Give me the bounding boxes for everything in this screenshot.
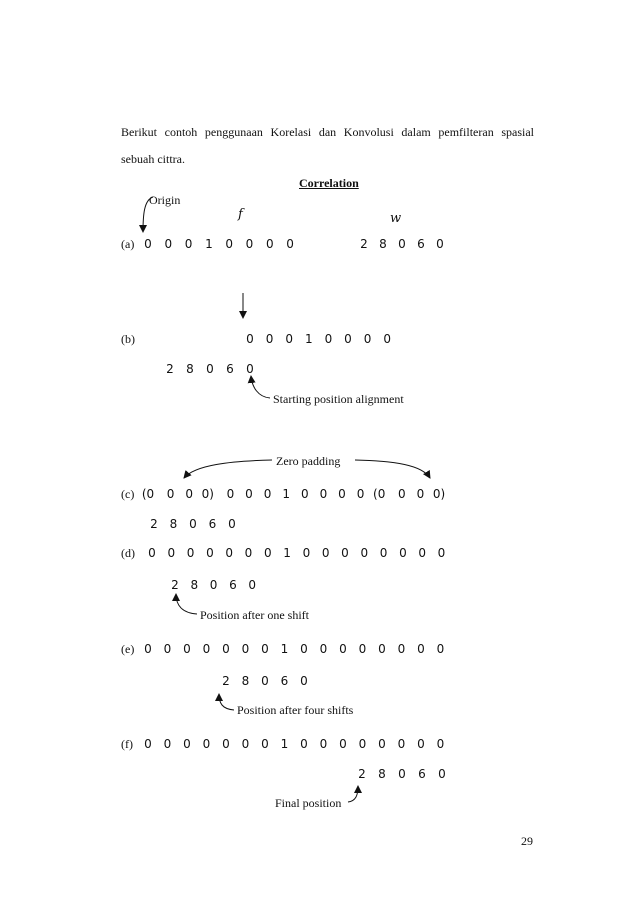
digit-cell: 0 — [363, 332, 372, 346]
after-one-shift-label: Position after one shift — [200, 608, 309, 622]
digit-cell: 0 — [245, 487, 253, 501]
intro-line-2: sebuah cittra. — [121, 152, 185, 166]
digit-cell: 0 — [166, 487, 175, 501]
four-shifts-arrow — [219, 694, 234, 710]
digit-cell: 0 — [383, 332, 391, 346]
digit-cell: 0 — [184, 237, 193, 251]
digit-cell: 0 — [163, 642, 172, 656]
digit-cell: 0 — [144, 642, 152, 656]
digit-cell: 0 — [358, 642, 367, 656]
digit-cell: 0 — [144, 737, 152, 751]
digit-cell: 0 — [261, 642, 269, 656]
digit-cell: 0 — [285, 332, 293, 346]
zero-padding-left-arrow — [184, 460, 272, 478]
digit-cell: 0 — [417, 737, 425, 751]
digit-cell: 0 — [397, 642, 406, 656]
digit-cell: 0 — [206, 362, 214, 376]
digit-cell: 0 — [436, 237, 444, 251]
digit-cell: 0 — [436, 737, 445, 751]
row-a-label: (a) — [121, 237, 135, 251]
digit-cell: 8 — [378, 767, 386, 781]
digit-cell: 0 — [379, 546, 388, 560]
digit-cell: 0 — [228, 517, 236, 531]
digit-cell: 1 — [280, 737, 289, 751]
digit-cell: 6 — [229, 578, 237, 592]
digit-cell: 0) — [432, 487, 446, 501]
digit-cell: 0 — [378, 642, 386, 656]
digit-cell: 0 — [399, 546, 407, 560]
digit-cell: 0 — [222, 642, 230, 656]
row-d-label: (d) — [121, 546, 135, 560]
digit-cell: 0 — [263, 487, 272, 501]
digit-cell: 0 — [397, 737, 406, 751]
digit-cell: 0 — [358, 737, 367, 751]
digit-cell: 0 — [324, 332, 333, 346]
digit-cell: 0 — [241, 737, 250, 751]
one-shift-arrow — [176, 594, 197, 614]
digit-cell: 0 — [245, 237, 254, 251]
digit-cell: 0 — [189, 517, 197, 531]
digit-cell: 0 — [163, 737, 172, 751]
digit-cell: 0 — [302, 546, 311, 560]
digit-cell: 1 — [280, 642, 289, 656]
section-title: Correlation — [299, 176, 359, 190]
page-number: 29 — [521, 834, 533, 848]
digit-cell: 0 — [339, 642, 347, 656]
digit-cell: 0 — [339, 737, 347, 751]
digit-cell: 0 — [319, 737, 328, 751]
digit-cell: 0 — [263, 546, 272, 560]
digit-cell: 2 — [150, 517, 158, 531]
zero-padding-right-arrow — [355, 460, 430, 478]
digit-cell: 0 — [246, 362, 254, 376]
digit-cell: 0 — [225, 546, 233, 560]
origin-arrow — [143, 197, 153, 232]
digit-cell: 0 — [183, 642, 191, 656]
digit-cell: 0 — [398, 237, 406, 251]
digit-cell: 1 — [283, 546, 291, 560]
digit-cell: 0 — [344, 332, 352, 346]
digit-cell: 0 — [261, 737, 269, 751]
digit-cell: 8 — [241, 674, 250, 688]
digit-cell: 0 — [319, 642, 328, 656]
digit-cell: 0 — [436, 642, 445, 656]
zero-padding-label: Zero padding — [276, 454, 341, 468]
digit-cell: 0 — [356, 487, 365, 501]
digit-cell: 0 — [167, 546, 176, 560]
digit-cell: 0 — [183, 737, 191, 751]
digit-cell: 0 — [261, 674, 269, 688]
digit-cell: 6 — [417, 237, 425, 251]
digit-cell: 8 — [379, 237, 387, 251]
digit-cell: 0 — [300, 737, 308, 751]
row-e-label: (e) — [121, 642, 135, 656]
digit-cell: (0 — [141, 487, 155, 501]
digit-cell: 0 — [416, 487, 425, 501]
digit-cell: 0 — [164, 237, 173, 251]
digit-cell: 2 — [171, 578, 179, 592]
digit-cell: 0 — [300, 674, 308, 688]
digit-cell: 0 — [300, 487, 309, 501]
digit-cell: 0 — [206, 546, 214, 560]
digit-cell: 0 — [397, 487, 406, 501]
f-symbol: f — [238, 207, 243, 222]
digit-cell: 1 — [282, 487, 290, 501]
digit-cell: 0 — [226, 487, 235, 501]
digit-cell: 0 — [222, 737, 230, 751]
digit-cell: 0 — [246, 332, 254, 346]
starting-alignment-label: Starting position alignment — [273, 392, 404, 406]
digit-cell: 2 — [166, 362, 174, 376]
digit-cell: 2 — [360, 237, 368, 251]
digit-cell: 1 — [304, 332, 313, 346]
digit-cell: 0 — [265, 237, 274, 251]
digit-cell: 8 — [169, 517, 178, 531]
digit-cell: 0 — [265, 332, 274, 346]
digit-cell: 0 — [338, 487, 346, 501]
digit-cell: 0 — [209, 578, 218, 592]
digit-cell: 6 — [208, 517, 217, 531]
digit-cell: 0 — [241, 642, 250, 656]
digit-cell: 8 — [190, 578, 199, 592]
digit-cell: 6 — [280, 674, 289, 688]
w-symbol: w — [390, 211, 402, 226]
final-position-label: Final position — [275, 796, 342, 810]
digit-cell: 1 — [205, 237, 213, 251]
digit-cell: 0 — [286, 237, 294, 251]
digit-cell: 0 — [148, 546, 156, 560]
digit-cell: 0) — [201, 487, 214, 501]
digit-cell: 0 — [437, 546, 446, 560]
digit-cell: (0 — [373, 487, 386, 501]
digit-cell: 8 — [186, 362, 194, 376]
digit-cell: 0 — [144, 237, 152, 251]
digit-cell: 0 — [341, 546, 349, 560]
digit-cell: 0 — [300, 642, 308, 656]
digit-cell: 0 — [321, 546, 330, 560]
digit-cell: 6 — [226, 362, 234, 376]
digit-cell: 0 — [202, 642, 211, 656]
digit-cell: 0 — [186, 546, 195, 560]
starting-position-arrow — [251, 376, 270, 398]
row-c-label: (c) — [121, 487, 135, 501]
final-position-arrow — [348, 786, 358, 802]
row-f-label: (f) — [121, 737, 133, 751]
after-four-shifts-label: Position after four shifts — [237, 703, 354, 717]
digit-cell: 0 — [417, 642, 425, 656]
digit-cell: 6 — [418, 767, 426, 781]
row-b-label: (b) — [121, 332, 135, 346]
digit-cell: 2 — [222, 674, 230, 688]
digit-cell: 0 — [398, 767, 406, 781]
digit-cell: 0 — [202, 737, 211, 751]
digit-cell: 0 — [360, 546, 369, 560]
origin-label: Origin — [149, 193, 181, 207]
digit-cell: 0 — [378, 737, 386, 751]
digit-cell: 0 — [319, 487, 328, 501]
digit-cell: 0 — [418, 546, 426, 560]
digit-cell: 2 — [358, 767, 366, 781]
intro-line-1: Berikut contoh penggunaan Korelasi dan Konvolusi dalam pemfilteran spasial — [121, 125, 534, 139]
digit-cell: 0 — [244, 546, 253, 560]
digit-cell: 0 — [225, 237, 233, 251]
digit-cell: 0 — [438, 767, 446, 781]
digit-cell: 0 — [248, 578, 256, 592]
digit-cell: 0 — [185, 487, 193, 501]
